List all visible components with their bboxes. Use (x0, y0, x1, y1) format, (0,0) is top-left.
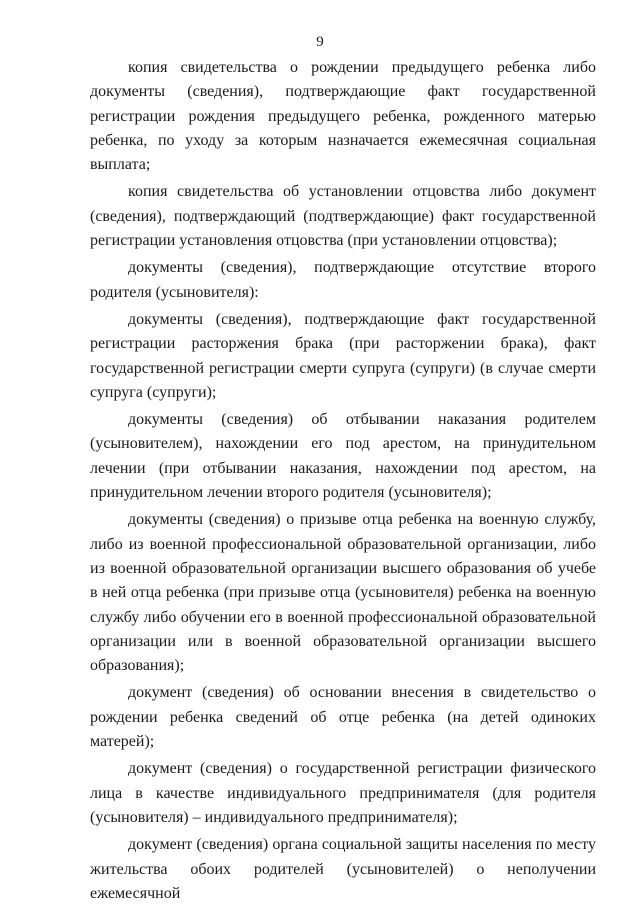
paragraph-social-protection-certificate: документ (сведения) органа социальной защиты населения по месту жительства обоих родителей (усыновителей) о неполучении ежемесячной (90, 836, 596, 902)
paragraph-paternity-certificate-copy: копия свидетельства об установлении отцовства либо документ (сведения), подтверждающий (подтверждающие) факт государственной регистрации установления отцовства (при установлении отцовства); (90, 183, 596, 250)
paragraph-birth-certificate-copy: копия свидетельства о рождении предыдущего ребенка либо документы (сведения), подтверждающие факт государственной регистрации рождения предыдущего ребенка, рожденного матерью ребенка, по уходу за которым назначается ежемесячная социальная выплата; (90, 59, 596, 174)
paragraph-punishment-or-arrest: документы (сведения) об отбывании наказания родителем (усыновителем), нахождении его под арестом, на принудительном лечении (при отбывании наказания, нахождении под арестом, на принудительном лечении второго родителя (усыновителя); (90, 411, 596, 502)
page-number: 9 (316, 34, 324, 50)
document-body (90, 56, 596, 909)
paragraph-absence-of-second-parent: документы (сведения), подтверждающие отсутствие второго родителя (усыновителя): (90, 259, 596, 301)
paragraph-divorce-or-death: документы (сведения), подтверждающие факт государственной регистрации расторжения брака (при расторжении брака), факт государственной регистрации смерти супруга (супруги) (в случае смерти супруга (супруги); (90, 310, 596, 401)
paragraph-military-service: документы (сведения) о призыве отца ребенка на военную службу, либо из военной профессиональной образовательной организации, либо из военной образовательной организации высшего образования об учебе в ней отца ребенка (при призыве отца (усыновителя) ребенка на военную службу либо обучении его в военной профессиональной образовательной организации или в военной образовательной организации высшего образования); (90, 511, 596, 675)
paragraph-individual-entrepreneur: документ (сведения) о государственной регистрации физического лица в качестве индивидуального предпринимателя (для родителя (усыновителя) – индивидуального предпринимателя); (90, 760, 596, 826)
paragraph-single-mother: документ (сведения) об основании внесения в свидетельство о рождении ребенка сведений об отце ребенка (на детей одиноких матерей); (90, 684, 596, 751)
